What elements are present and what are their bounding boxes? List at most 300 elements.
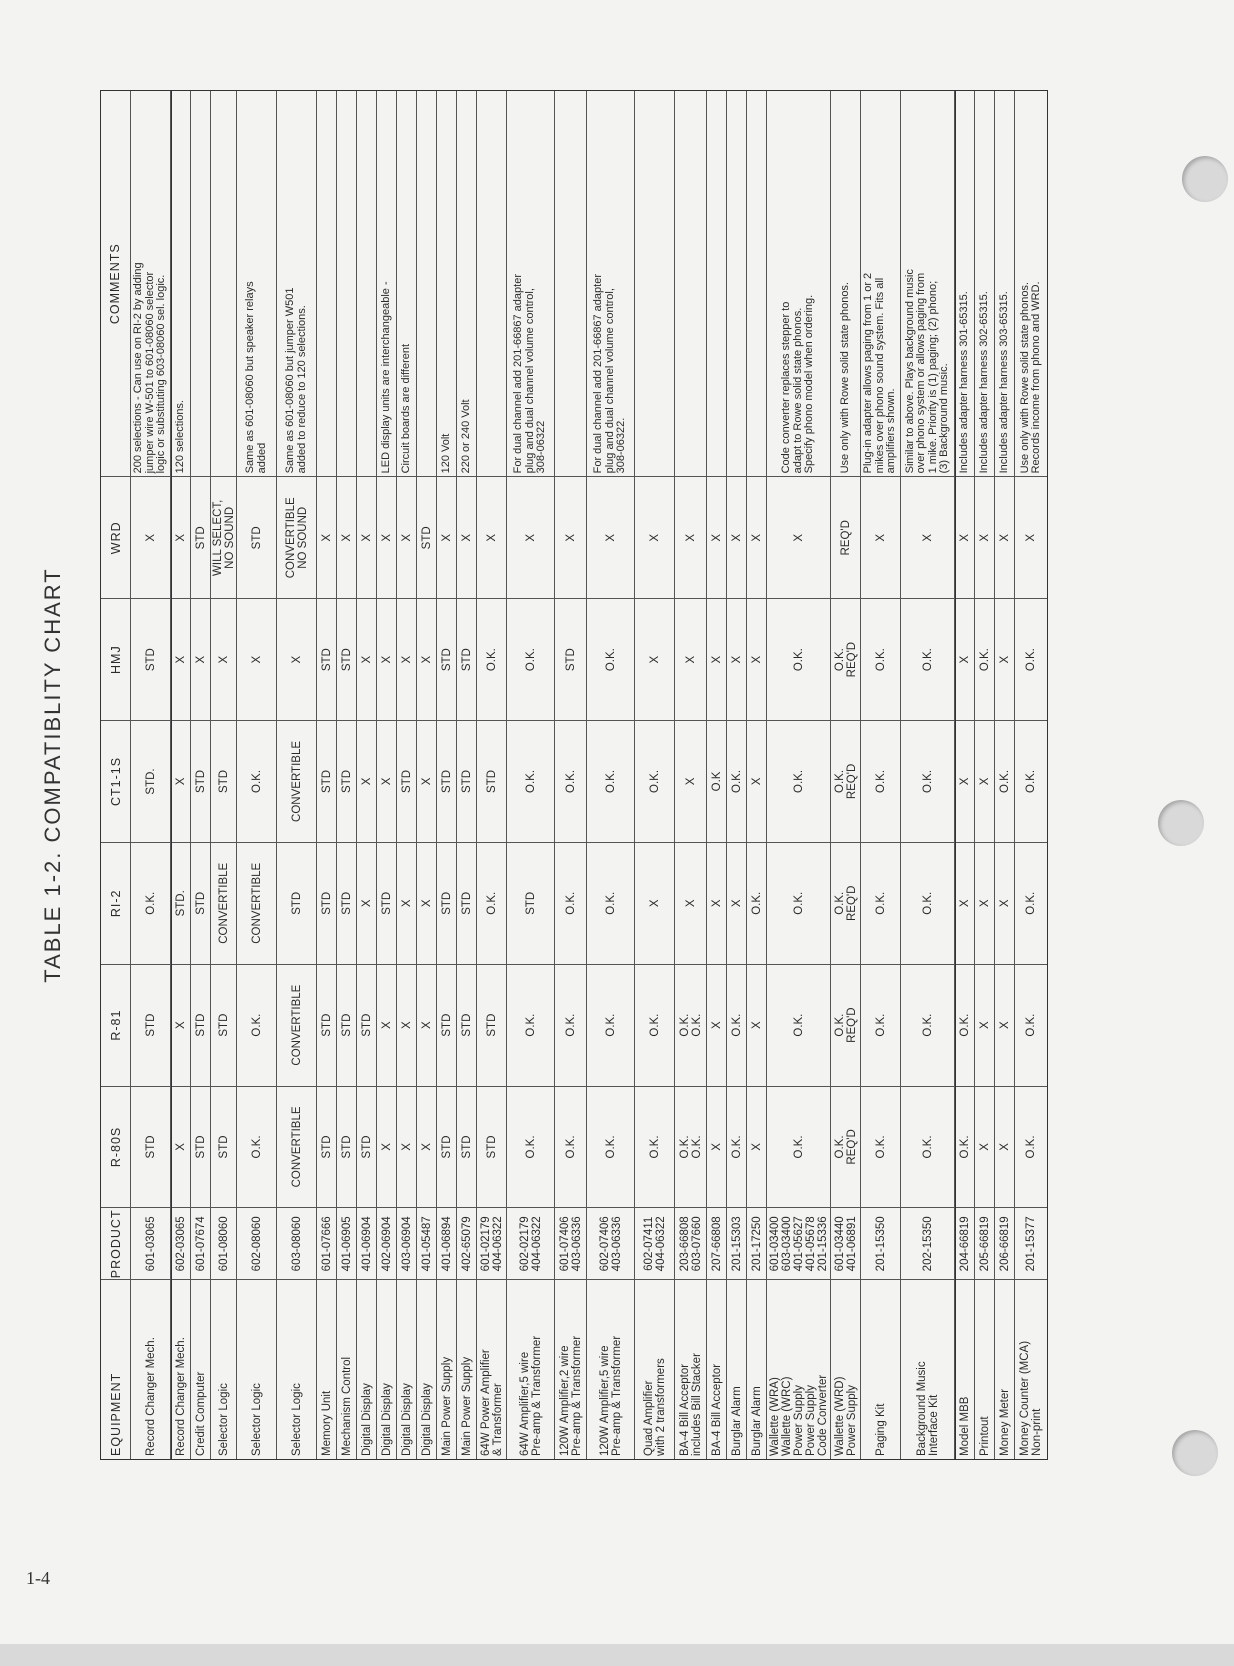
comments-cell: Use only with Rowe solid state phonos. Records income from phono and WRD. [1018, 281, 1042, 474]
r81-cell: O.K. [237, 964, 276, 1086]
comments-cell: Same as 601-08060 but jumper W501 added to reduce to 120 selections. [284, 287, 308, 474]
comments-cell: Includes adapter harness 302-65315. [977, 291, 990, 474]
product-cell: 601-07666 [317, 1207, 336, 1279]
page-number: 1-4 [26, 1568, 50, 1588]
ct11s-cell: O.K. REQ'D [831, 720, 860, 842]
r81-cell: X [747, 964, 766, 1086]
r81-cell: O.K. O.K. [675, 964, 706, 1086]
equipment-cell: Paging Kit [861, 1279, 900, 1459]
equipment-cell: Burglar Alarm [747, 1279, 766, 1459]
table-row [507, 91, 555, 1459]
wrd-cell: X [747, 476, 766, 598]
hmj-cell: O.K. [507, 598, 554, 720]
ri2-cell: O.K. [1015, 842, 1047, 964]
equipment-cell: Selector Logic [237, 1279, 276, 1459]
product-cell: 206-66819 [995, 1207, 1014, 1279]
wrd-cell: X [635, 476, 674, 598]
ri2-cell: X [707, 842, 726, 964]
table-header-row [101, 91, 131, 1459]
ct11s-cell: X [417, 720, 436, 842]
equipment-cell: Main Power Supply [437, 1279, 456, 1459]
comments-cell [727, 91, 746, 476]
ct11s-cell: X [357, 720, 376, 842]
ct11s-cell: X [377, 720, 396, 842]
r80s-cell: STD [477, 1086, 506, 1208]
r80s-cell: X [707, 1086, 726, 1208]
product-cell: 202-15350 [901, 1207, 954, 1279]
wrd-cell: STD [417, 476, 436, 598]
ct11s-cell: STD [477, 720, 506, 842]
equipment-cell: 64W Power Amplifier & Transformer [477, 1279, 506, 1459]
comments-cell: Same as 601-08060 but speaker relays added [244, 281, 268, 474]
r80s-cell: STD [437, 1086, 456, 1208]
ct11s-cell: STD [337, 720, 356, 842]
ct11s-cell: O.K. [1015, 720, 1047, 842]
hmj-cell: X [237, 598, 276, 720]
table-row [587, 91, 635, 1459]
comments-cell: For dual channel add 201-66867 adapter plug and dual channel volume control, 308-06322 [512, 274, 548, 474]
table-row [237, 91, 277, 1459]
table-title: TABLE 1-2. COMPATIBLITY CHART [40, 567, 65, 983]
hmj-cell: X [707, 598, 726, 720]
wrd-cell: X [357, 476, 376, 598]
column-header: WRD [101, 476, 130, 598]
ri2-cell: X [635, 842, 674, 964]
comments-cell: Similar to above. Plays background music over phono system or allows paging from 1 mike. Priority is (1) paging; (2) phono; (3) Background music. [903, 269, 950, 474]
hmj-cell: O.K. [477, 598, 506, 720]
hmj-cell: O.K. [975, 598, 994, 720]
wrd-cell: X [317, 476, 336, 598]
r80s-cell: O.K. [507, 1086, 554, 1208]
table-row [1015, 91, 1047, 1459]
r80s-cell: O.K. REQ'D [831, 1086, 860, 1208]
equipment-cell: Background Music Interface Kit [901, 1279, 954, 1459]
table-row [131, 91, 171, 1459]
r80s-cell: X [397, 1086, 416, 1208]
ri2-cell: X [675, 842, 706, 964]
ct11s-cell: STD [211, 720, 236, 842]
ri2-cell: O.K. [587, 842, 634, 964]
ri2-cell: STD [337, 842, 356, 964]
equipment-cell: Quad Amplifier with 2 transformers [635, 1279, 674, 1459]
r80s-cell: O.K. O.K. [675, 1086, 706, 1208]
ct11s-cell: O.K. [901, 720, 954, 842]
ri2-cell: O.K. [901, 842, 954, 964]
binder-hole-middle [1158, 800, 1204, 846]
ct11s-cell: STD [457, 720, 476, 842]
ct11s-cell: O.K. [587, 720, 634, 842]
ri2-cell: CONVERTIBLE [211, 842, 236, 964]
comments-cell: Use only with Rowe solid state phonos. [838, 282, 851, 474]
column-header: R-81 [101, 964, 130, 1086]
table-row [675, 91, 707, 1459]
table-row [861, 91, 901, 1459]
wrd-cell: X [172, 476, 190, 598]
r81-cell: O.K. [1015, 964, 1047, 1086]
r81-cell: X [995, 964, 1014, 1086]
comments-cell [675, 91, 706, 476]
table-row [901, 91, 955, 1459]
product-cell: 201-15377 [1015, 1207, 1047, 1279]
wrd-cell: X [507, 476, 554, 598]
ri2-cell: CONVERTIBLE [237, 842, 276, 964]
r81-cell: STD [477, 964, 506, 1086]
r81-cell: STD [191, 964, 210, 1086]
product-cell: 601-03400 603-03400 401-05627 401-05678 201-15336 [767, 1207, 830, 1279]
wrd-cell: X [675, 476, 706, 598]
comments-cell [191, 91, 210, 476]
table-row [767, 91, 831, 1459]
wrd-cell: X [377, 476, 396, 598]
product-cell: 203-66808 603-07660 [675, 1207, 706, 1279]
r81-cell: O.K. [587, 964, 634, 1086]
wrd-cell: CONVERTIBLE NO SOUND [277, 476, 316, 598]
wrd-cell: X [457, 476, 476, 598]
ri2-cell: X [357, 842, 376, 964]
r80s-cell: O.K. [861, 1086, 900, 1208]
r80s-cell: X [172, 1086, 190, 1208]
column-header: RI-2 [101, 842, 130, 964]
ri2-cell: X [975, 842, 994, 964]
ct11s-cell: X [975, 720, 994, 842]
hmj-cell: O.K. [767, 598, 830, 720]
table-row [397, 91, 417, 1459]
comments-cell [357, 91, 376, 476]
r81-cell: O.K. [727, 964, 746, 1086]
r80s-cell: X [747, 1086, 766, 1208]
product-cell: 403-06904 [397, 1207, 416, 1279]
r80s-cell: O.K. [956, 1086, 974, 1208]
equipment-cell: Record Changer Mech. [172, 1279, 190, 1459]
product-cell: 204-66819 [956, 1207, 974, 1279]
ri2-cell: O.K. [131, 842, 170, 964]
ct11s-cell: O.K. [995, 720, 1014, 842]
product-cell: 602-07406 403-06336 [587, 1207, 634, 1279]
column-header: CT1-1S [101, 720, 130, 842]
ct11s-cell: O.K. [861, 720, 900, 842]
table-row [955, 91, 975, 1459]
wrd-cell: REQ'D [831, 476, 860, 598]
ri2-cell: O.K. [747, 842, 766, 964]
hmj-cell: STD [131, 598, 170, 720]
comments-cell: For dual channel add 201-66867 adapter plug and dual channel volume control, 308-06322. [592, 274, 628, 474]
r81-cell: X [397, 964, 416, 1086]
comments-cell [211, 91, 236, 476]
ri2-cell: STD [377, 842, 396, 964]
hmj-cell: X [357, 598, 376, 720]
product-cell: 401-06904 [357, 1207, 376, 1279]
ct11s-cell: O.K. [727, 720, 746, 842]
r80s-cell: O.K. [237, 1086, 276, 1208]
wrd-cell: X [767, 476, 830, 598]
table-row [357, 91, 377, 1459]
r81-cell: STD [357, 964, 376, 1086]
ct11s-cell: O.K [707, 720, 726, 842]
column-header: R-80S [101, 1086, 130, 1208]
r80s-cell: O.K. [727, 1086, 746, 1208]
wrd-cell: STD [237, 476, 276, 598]
r81-cell: X [975, 964, 994, 1086]
r81-cell: STD [131, 964, 170, 1086]
hmj-cell: X [377, 598, 396, 720]
wrd-cell: X [975, 476, 994, 598]
comments-cell: 120 selections. [174, 400, 187, 474]
equipment-cell: Main Power Supply [457, 1279, 476, 1459]
ct11s-cell: O.K. [767, 720, 830, 842]
product-cell: 603-08060 [277, 1207, 316, 1279]
ri2-cell: STD [277, 842, 316, 964]
table-row [457, 91, 477, 1459]
comments-cell: Includes adapter harness 303-65315. [997, 291, 1010, 474]
hmj-cell: STD [337, 598, 356, 720]
ct11s-cell: X [172, 720, 190, 842]
hmj-cell: X [191, 598, 210, 720]
wrd-cell: X [727, 476, 746, 598]
comments-cell: Plug-in adapter allows paging from 1 or 2 mikes over phono sound system. Fits all amplifiers shown. [862, 272, 898, 474]
equipment-cell: Money Meter [995, 1279, 1014, 1459]
r81-cell: X [172, 964, 190, 1086]
comments-cell: 200 selections - Can use on RI-2 by adding jumper wire W-501 to 601-08060 selector logic or substituting 603-08060 sel. logic. [132, 262, 168, 474]
ri2-cell: STD. [172, 842, 190, 964]
table-row [555, 91, 587, 1459]
r80s-cell: O.K. [1015, 1086, 1047, 1208]
table-row [171, 91, 191, 1459]
ri2-cell: X [397, 842, 416, 964]
r81-cell: STD [457, 964, 476, 1086]
ct11s-cell: O.K. [635, 720, 674, 842]
product-cell: 201-15303 [727, 1207, 746, 1279]
r80s-cell: STD [357, 1086, 376, 1208]
comments-cell: Code converter replaces stepper to adapt to Rowe solid state phonos. Specify phono model when ordering. [780, 294, 816, 474]
ct11s-cell: STD [437, 720, 456, 842]
equipment-cell: Burglar Alarm [727, 1279, 746, 1459]
ri2-cell: STD [191, 842, 210, 964]
product-cell: 601-07406 403-06336 [555, 1207, 586, 1279]
product-cell: 205-66819 [975, 1207, 994, 1279]
equipment-cell: Digital Display [397, 1279, 416, 1459]
equipment-cell: Wallette (WRD) Power Supply [831, 1279, 860, 1459]
product-cell: 402-65079 [457, 1207, 476, 1279]
hmj-cell: X [995, 598, 1014, 720]
r81-cell: O.K. [956, 964, 974, 1086]
table-row [635, 91, 675, 1459]
wrd-cell: X [555, 476, 586, 598]
r80s-cell: STD [131, 1086, 170, 1208]
wrd-cell: STD [191, 476, 210, 598]
hmj-cell: O.K. [861, 598, 900, 720]
binder-hole-bottom [1172, 1430, 1218, 1476]
compatibility-table [100, 90, 1048, 1460]
equipment-cell: Selector Logic [277, 1279, 316, 1459]
ct11s-cell: X [956, 720, 974, 842]
table-row [191, 91, 211, 1459]
r81-cell: STD [437, 964, 456, 1086]
equipment-cell: Selector Logic [211, 1279, 236, 1459]
comments-cell [317, 91, 336, 476]
hmj-cell: X [417, 598, 436, 720]
hmj-cell: STD [555, 598, 586, 720]
hmj-cell: X [635, 598, 674, 720]
ct11s-cell: O.K. [507, 720, 554, 842]
hmj-cell: STD [317, 598, 336, 720]
r81-cell: X [377, 964, 396, 1086]
wrd-cell: X [437, 476, 456, 598]
r81-cell: O.K. REQ'D [831, 964, 860, 1086]
r81-cell: O.K. [507, 964, 554, 1086]
r81-cell: X [417, 964, 436, 1086]
comments-cell: LED display units are interchangeable - [379, 281, 392, 474]
equipment-cell: Money Counter (MCA) Non-print [1015, 1279, 1047, 1459]
comments-cell: Circuit boards are different [399, 343, 412, 474]
rotated-table-page [40, 90, 1055, 1460]
ri2-cell: STD [437, 842, 456, 964]
r80s-cell: X [975, 1086, 994, 1208]
binder-hole-top [1182, 156, 1228, 202]
ri2-cell: X [956, 842, 974, 964]
product-cell: 602-07411 404-06322 [635, 1207, 674, 1279]
comments-cell [417, 91, 436, 476]
product-cell: 201-15350 [861, 1207, 900, 1279]
r80s-cell: O.K. [901, 1086, 954, 1208]
comments-cell: Includes adapter harness 301-65315. [958, 291, 971, 474]
wrd-cell: WILL SELECT, NO SOUND [211, 476, 236, 598]
comments-cell [635, 91, 674, 476]
table-row [975, 91, 995, 1459]
table-row [747, 91, 767, 1459]
equipment-cell: 120W Amplifier,5 wire Pre-amp & Transformer [587, 1279, 634, 1459]
column-header: EQUIPMENT [101, 1279, 130, 1459]
equipment-cell: Memory Unit [317, 1279, 336, 1459]
column-header: COMMENTS [107, 243, 122, 325]
product-cell: 602-08060 [237, 1207, 276, 1279]
equipment-cell: 64W Amplifier,5 wire Pre-amp & Transformer [507, 1279, 554, 1459]
hmj-cell: X [277, 598, 316, 720]
table-row [727, 91, 747, 1459]
r80s-cell: X [417, 1086, 436, 1208]
r81-cell: X [707, 964, 726, 1086]
r81-cell: STD [211, 964, 236, 1086]
comments-cell [555, 91, 586, 476]
ri2-cell: O.K. [767, 842, 830, 964]
equipment-cell: 120W Amplifier,2 wire Pre-amp & Transformer [555, 1279, 586, 1459]
hmj-cell: STD [457, 598, 476, 720]
ri2-cell: O.K. [477, 842, 506, 964]
comments-cell [707, 91, 726, 476]
r80s-cell: X [995, 1086, 1014, 1208]
equipment-cell: Record Changer Mech. [131, 1279, 170, 1459]
product-cell: 601-02179 404-06322 [477, 1207, 506, 1279]
hmj-cell: O.K. [587, 598, 634, 720]
r80s-cell: CONVERTIBLE [277, 1086, 316, 1208]
wrd-cell: X [587, 476, 634, 598]
r81-cell: O.K. [767, 964, 830, 1086]
ct11s-cell: STD [317, 720, 336, 842]
hmj-cell: X [397, 598, 416, 720]
r81-cell: O.K. [555, 964, 586, 1086]
wrd-cell: X [861, 476, 900, 598]
r80s-cell: STD [337, 1086, 356, 1208]
hmj-cell: X [747, 598, 766, 720]
product-cell: 201-17250 [747, 1207, 766, 1279]
hmj-cell: X [211, 598, 236, 720]
ct11s-cell: O.K. [237, 720, 276, 842]
ct11s-cell: STD. [131, 720, 170, 842]
wrd-cell: X [901, 476, 954, 598]
ri2-cell: O.K. [555, 842, 586, 964]
r81-cell: STD [337, 964, 356, 1086]
product-cell: 401-06894 [437, 1207, 456, 1279]
table-row [477, 91, 507, 1459]
r80s-cell: STD [317, 1086, 336, 1208]
wrd-cell: X [1015, 476, 1047, 598]
ct11s-cell: CONVERTIBLE [277, 720, 316, 842]
comments-cell: 220 or 240 Volt [459, 399, 472, 474]
comments-cell [477, 91, 506, 476]
product-cell: 601-08060 [211, 1207, 236, 1279]
wrd-cell: X [131, 476, 170, 598]
wrd-cell: X [477, 476, 506, 598]
equipment-cell: Digital Display [357, 1279, 376, 1459]
hmj-cell: X [675, 598, 706, 720]
equipment-cell: Digital Display [417, 1279, 436, 1459]
hmj-cell: X [727, 598, 746, 720]
r80s-cell: O.K. [555, 1086, 586, 1208]
wrd-cell: X [707, 476, 726, 598]
ct11s-cell: STD [191, 720, 210, 842]
wrd-cell: X [397, 476, 416, 598]
ct11s-cell: O.K. [555, 720, 586, 842]
equipment-cell: Credit Computer [191, 1279, 210, 1459]
ri2-cell: STD [457, 842, 476, 964]
table-row [277, 91, 317, 1459]
hmj-cell: X [172, 598, 190, 720]
r80s-cell: O.K. [587, 1086, 634, 1208]
equipment-cell: Mechanism Control [337, 1279, 356, 1459]
table-row [707, 91, 727, 1459]
comments-cell [747, 91, 766, 476]
equipment-cell: BA-4 Bill Acceptor [707, 1279, 726, 1459]
product-cell: 402-06904 [377, 1207, 396, 1279]
hmj-cell: X [956, 598, 974, 720]
product-cell: 401-06905 [337, 1207, 356, 1279]
product-cell: 602-03065 [172, 1207, 190, 1279]
product-cell: 601-03065 [131, 1207, 170, 1279]
r80s-cell: STD [211, 1086, 236, 1208]
ri2-cell: X [727, 842, 746, 964]
hmj-cell: O.K. REQ'D [831, 598, 860, 720]
r81-cell: CONVERTIBLE [277, 964, 316, 1086]
comments-cell: 120 Volt [439, 433, 452, 474]
ct11s-cell: STD [397, 720, 416, 842]
equipment-cell: Model MBB [956, 1279, 974, 1459]
wrd-cell: X [337, 476, 356, 598]
column-header: HMJ [101, 598, 130, 720]
r81-cell: O.K. [861, 964, 900, 1086]
r80s-cell: O.K. [767, 1086, 830, 1208]
ct11s-cell: X [747, 720, 766, 842]
r80s-cell: X [377, 1086, 396, 1208]
hmj-cell: O.K. [901, 598, 954, 720]
product-cell: 601-07674 [191, 1207, 210, 1279]
r80s-cell: STD [457, 1086, 476, 1208]
ct11s-cell: X [675, 720, 706, 842]
r80s-cell: STD [191, 1086, 210, 1208]
product-cell: 207-66808 [707, 1207, 726, 1279]
product-cell: 602-02179 404-06322 [507, 1207, 554, 1279]
r81-cell: STD [317, 964, 336, 1086]
comments-cell [337, 91, 356, 476]
table-row [831, 91, 861, 1459]
